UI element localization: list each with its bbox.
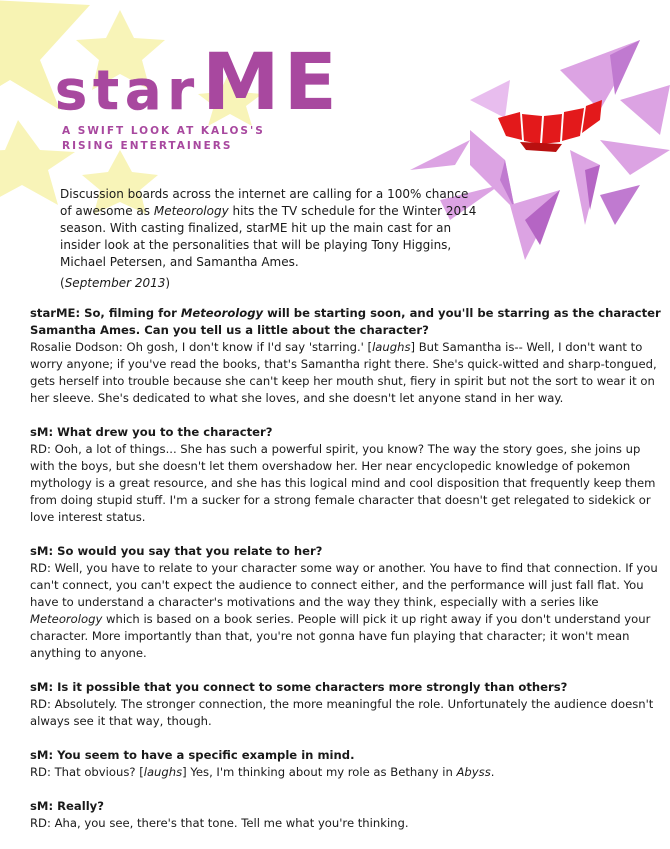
- intro-text-start: Discussion boards across the internet are calling for a 100% chance of awesome as: [60, 187, 469, 218]
- qa-block: [30, 543, 666, 662]
- logo-star-text: star: [55, 59, 201, 122]
- qa-block: [30, 679, 666, 730]
- issue-month: September 2013: [64, 276, 166, 290]
- interview-body: [30, 305, 666, 849]
- qa-block: [30, 305, 666, 407]
- question: sM: What drew you to the character?: [30, 425, 273, 439]
- answer: RD: That obvious? [laughs] Yes, I'm thinking about my role as Bethany in Abyss.: [30, 765, 495, 779]
- question: sM: Really?: [30, 799, 104, 813]
- intro-show-title: Meteorology: [153, 204, 229, 218]
- qa-block: [30, 798, 666, 832]
- question: starME: So, filming for Meteorology will be starting soon, and you'll be starring as the character Samantha Ames. Can you tell us a little about the character?: [30, 306, 661, 337]
- crown-icon: [498, 100, 602, 152]
- tagline: [62, 124, 265, 154]
- question: sM: Is it possible that you connect to some characters more strongly than others?: [30, 680, 568, 694]
- issue-date: (September 2013): [60, 276, 171, 290]
- answer: RD: Well, you have to relate to your character some way or another. You have to find that connection. If you can't connect, you can't expect the audience to connect either, and the performance will just fall flat. You have to understand a character's motivations and the way they think, especially with a series like Meteorology which is based on a book series. People will pick it up right away if you don't understand your character. More importantly than that, you're not gonna have fun playing that character; it won't mean anything to anyone.: [30, 561, 658, 660]
- answer: RD: Ooh, a lot of things... She has such a powerful spirit, you know? The way the story goes, she joins up with the boys, but she doesn't let them overshadow her. Her near encyclopedic knowledge of pokemon mythology is a great resource, and she has this logical mind and cool disposition that frequently keep them from doing stupid stuff. I'm a sucker for a strong female character that doesn't get relegated to sidekick or love interest status.: [30, 442, 656, 524]
- qa-block: [30, 747, 666, 781]
- question: sM: You seem to have a specific example in mind.: [30, 748, 355, 762]
- tagline-line-2: RISING ENTERTAINERS: [62, 140, 233, 152]
- magazine-logo: [55, 38, 341, 128]
- answer: Rosalie Dodson: Oh gosh, I don't know if I'd say 'starring.' [laughs] But Samantha is-- Well, I don't want to worry anyone; if you've read the books, that's Samantha right there. She's quick-witted and sharp-tongued, gets herself into trouble because she can't keep her mouth shut, fiery in spirit but not the sort to wear it on her sleeve. She's dedicated to what she loves, and she doesn't let anyone stand in her way.: [30, 340, 657, 405]
- intro-paragraph: [60, 186, 480, 271]
- question: sM: So would you say that you relate to her?: [30, 544, 323, 558]
- intro-text-end: hits the TV schedule for the Winter 2014 season. With casting finalized, starME hit up the main cast for an insider look at the personalities that will be playing Tony Higgins, Michael Petersen, and Samantha Ames.: [60, 204, 477, 269]
- tagline-line-1: A SWIFT LOOK AT KALOS'S: [62, 125, 265, 137]
- answer: RD: Aha, you see, there's that tone. Tell me what you're thinking.: [30, 816, 409, 830]
- logo-me-text: ME: [202, 38, 341, 128]
- qa-block: [30, 424, 666, 526]
- answer: RD: Absolutely. The stronger connection, the more meaningful the role. Unfortunately the audience doesn't always see it that way, though.: [30, 697, 654, 728]
